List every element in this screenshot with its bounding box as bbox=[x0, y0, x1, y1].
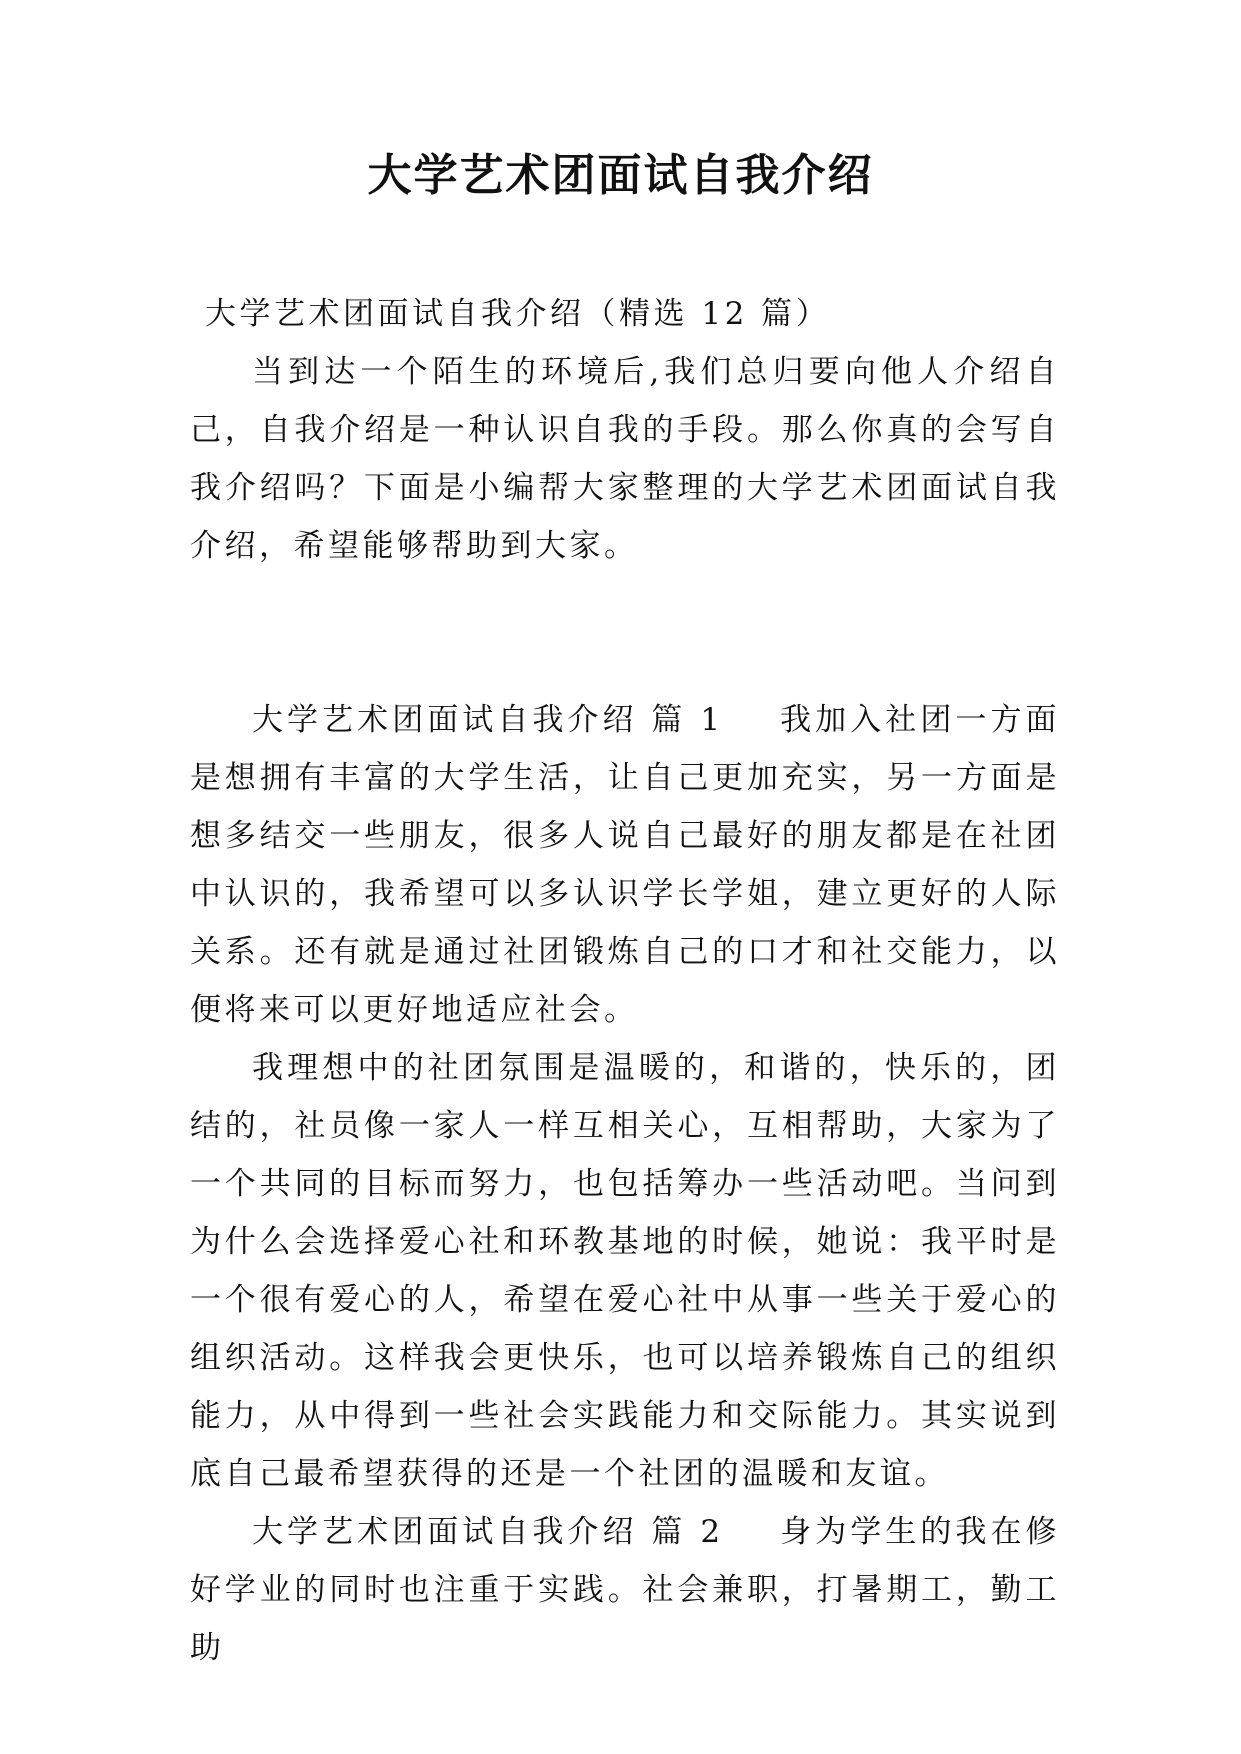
section-1-lead-text: 我加入社团一方面是想拥有丰富的大学生活，让自己更加充实，另一方面是想多结交一些朋友，很多人说自己最好的朋友都是在社团中认识的，我希望可以多认识学长学姐，建立更好的人际关系。还有就是通过社团锻炼自己的口才和社交能力，以便将来可以更好地适应社会。 bbox=[190, 702, 1060, 1028]
document-subtitle: 大学艺术团面试自我介绍（精选 12 篇） bbox=[205, 296, 831, 332]
section-1-paragraph: 我理想中的社团氛围是温暖的，和谐的，快乐的，团结的，社员像一家人一样互相关心，互相帮助，大家为了一个共同的目标而努力，也包括筹办一些活动吧。当问到为什么会选择爱心社和环教基地的时候，她说：我平时是一个很有爱心的人，希望在爱心社中从事一些关于爱心的组织活动。这样我会更快乐，也可以培养锻炼自己的组织能力，从中得到一些社会实践能力和交际能力。其实说到底自己最希望获得的还是一个社团的温暖和友谊。 bbox=[190, 1050, 1060, 1492]
document-body bbox=[190, 285, 1060, 1677]
section-2-lead-text: 身为学生的我在修好学业的同时也注重于实践。社会兼职，打暑期工，勤工助 bbox=[190, 1514, 1060, 1666]
section-spacer bbox=[190, 575, 1060, 691]
section-1-lead-paragraph bbox=[190, 691, 1060, 1039]
section-1-heading: 大学艺术团面试自我介绍 篇 1 bbox=[252, 702, 724, 738]
intro-paragraph: 当到达一个陌生的环境后,我们总归要向他人介绍自己，自我介绍是一种认识自我的手段。那么你真的会写自我介绍吗？下面是小编帮大家整理的大学艺术团面试自我介绍，希望能够帮助到大家。 bbox=[190, 354, 1060, 564]
section-2-heading: 大学艺术团面试自我介绍 篇 2 bbox=[252, 1514, 724, 1550]
document-title: 大学艺术团面试自我介绍 bbox=[367, 150, 874, 201]
section-2-lead-paragraph bbox=[190, 1503, 1060, 1677]
